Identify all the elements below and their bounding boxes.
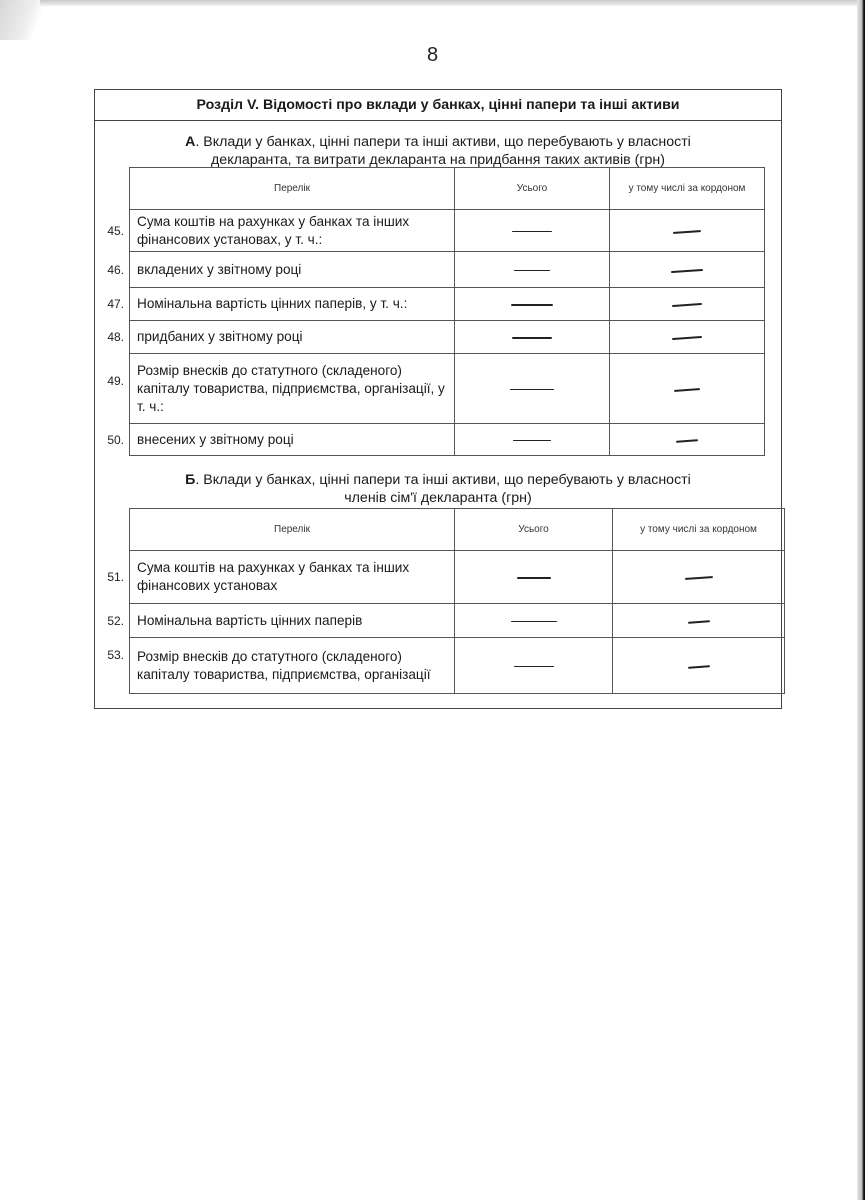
table-row bbox=[94, 321, 765, 354]
table-row bbox=[94, 604, 785, 638]
table-row bbox=[94, 424, 765, 456]
abroad-value[interactable] bbox=[613, 638, 785, 694]
row-number: 46. bbox=[94, 252, 130, 288]
table-row bbox=[94, 354, 765, 424]
row-number: 48. bbox=[94, 321, 130, 354]
row-number: 45. bbox=[94, 210, 130, 252]
table-header-row bbox=[94, 168, 765, 210]
total-value[interactable] bbox=[455, 210, 610, 252]
page-number: 8 bbox=[426, 44, 439, 66]
table-row bbox=[94, 551, 785, 604]
column-header-abroad: у тому числі за кордоном bbox=[610, 168, 765, 210]
part-b-letter: Б bbox=[185, 472, 196, 488]
table-row bbox=[94, 252, 765, 288]
column-header-abroad: у тому числі за кордоном bbox=[613, 509, 785, 551]
part-b-table bbox=[94, 508, 785, 694]
row-number: 50. bbox=[94, 424, 130, 456]
table-header-row bbox=[94, 509, 785, 551]
row-number: 49. bbox=[94, 354, 130, 424]
table-row bbox=[94, 210, 765, 252]
row-label: придбаних у звітному році bbox=[130, 321, 455, 354]
abroad-value[interactable] bbox=[610, 252, 765, 288]
row-label: Розмір внесків до статутного (складеного) капіталу товариства, підприємства, організації, у т. ч.: bbox=[130, 354, 455, 424]
part-a-heading-line2: декларанта, та витрати декларанта на придбання таких активів (грн) bbox=[211, 152, 665, 168]
row-label: внесених у звітному році bbox=[130, 424, 455, 456]
total-value[interactable] bbox=[455, 288, 610, 321]
row-label: Розмір внесків до статутного (складеного) капіталу товариства, підприємства, організації bbox=[130, 638, 455, 694]
row-number: 51. bbox=[94, 551, 130, 604]
part-a-table bbox=[94, 167, 765, 456]
total-value[interactable] bbox=[455, 638, 613, 694]
row-label: вкладених у звітному році bbox=[130, 252, 455, 288]
abroad-value[interactable] bbox=[610, 424, 765, 456]
table-row bbox=[94, 288, 765, 321]
part-b-heading-line2: членів сім'ї декларанта (грн) bbox=[344, 490, 532, 506]
column-header-list: Перелік bbox=[130, 509, 455, 551]
part-b-heading bbox=[94, 471, 782, 507]
part-a-letter: А bbox=[185, 134, 196, 150]
total-value[interactable] bbox=[455, 252, 610, 288]
row-label: Номінальна вартість цінних паперів, у т. ч.: bbox=[130, 288, 455, 321]
total-value[interactable] bbox=[455, 321, 610, 354]
column-header-total: Усього bbox=[455, 168, 610, 210]
total-value[interactable] bbox=[455, 424, 610, 456]
scan-shadow-corner bbox=[0, 0, 48, 40]
abroad-value[interactable] bbox=[613, 551, 785, 604]
total-value[interactable] bbox=[455, 551, 613, 604]
abroad-value[interactable] bbox=[610, 210, 765, 252]
row-label: Номінальна вартість цінних паперів bbox=[130, 604, 455, 638]
abroad-value[interactable] bbox=[610, 288, 765, 321]
table-row bbox=[94, 638, 785, 694]
part-a-heading-line1: . Вклади у банках, цінні папери та інші активи, що перебувають у власності bbox=[195, 134, 691, 150]
column-header-total: Усього bbox=[455, 509, 613, 551]
scan-shadow-top bbox=[40, 0, 865, 6]
row-number: 52. bbox=[94, 604, 130, 638]
scan-shadow-right bbox=[857, 0, 865, 1200]
section-title: Розділ V. Відомості про вклади у банках, цінні папери та інші активи bbox=[95, 90, 781, 121]
total-value[interactable] bbox=[455, 604, 613, 638]
abroad-value[interactable] bbox=[613, 604, 785, 638]
row-number: 47. bbox=[94, 288, 130, 321]
row-label: Сума коштів на рахунках у банках та інших фінансових установах, у т. ч.: bbox=[130, 210, 455, 252]
row-label: Сума коштів на рахунках у банках та інших фінансових установах bbox=[130, 551, 455, 604]
column-header-list: Перелік bbox=[130, 168, 455, 210]
total-value[interactable] bbox=[455, 354, 610, 424]
row-number: 53. bbox=[94, 638, 130, 694]
part-b-heading-line1: . Вклади у банках, цінні папери та інші активи, що перебувають у власності bbox=[195, 472, 691, 488]
abroad-value[interactable] bbox=[610, 354, 765, 424]
abroad-value[interactable] bbox=[610, 321, 765, 354]
part-a-heading bbox=[95, 133, 781, 169]
